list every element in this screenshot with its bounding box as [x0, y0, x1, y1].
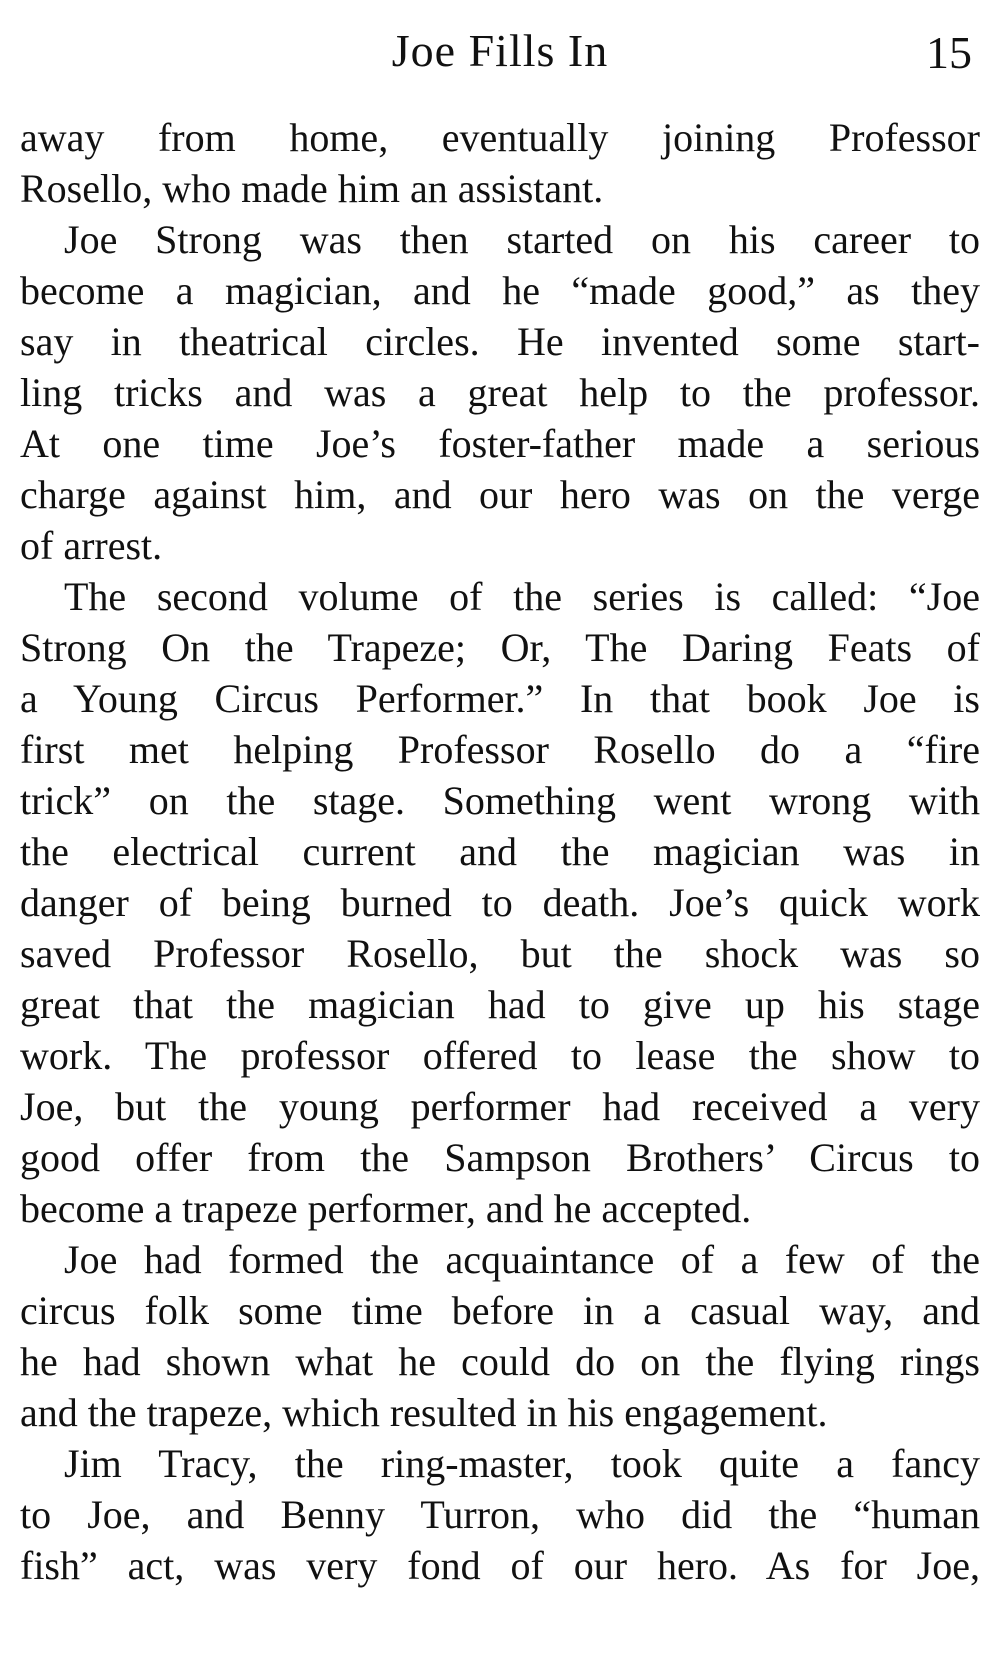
- running-title: Joe Fills In: [391, 25, 609, 76]
- text-line: charge against him, and our hero was on the verge: [20, 472, 980, 517]
- text-line: Joe Strong was then started on his career to: [64, 217, 980, 262]
- text-line: The second volume of the series is called: “Joe: [64, 574, 980, 619]
- text-line: Rosello, who made him an assistant.: [20, 166, 604, 211]
- text-line: first met helping Professor Rosello do a “fire: [20, 727, 980, 772]
- text-line: Strong On the Trapeze; Or, The Daring Feats of: [20, 625, 980, 670]
- text-line: become a magician, and he “made good,” as they: [20, 268, 980, 313]
- text-line: good offer from the Sampson Brothers’ Circus to: [20, 1135, 980, 1180]
- page-number: 15: [926, 27, 972, 78]
- text-line: Joe had formed the acquaintance of a few of the: [64, 1237, 980, 1282]
- text-line: fish” act, was very fond of our hero. As for Joe,: [20, 1543, 980, 1588]
- text-line: Joe, but the young performer had received a very: [20, 1084, 980, 1129]
- text-line: and the trapeze, which resulted in his engagement.: [20, 1390, 828, 1435]
- text-line: a Young Circus Performer.” In that book Joe is: [20, 676, 980, 721]
- text-line: ling tricks and was a great help to the professor.: [20, 370, 980, 415]
- text-line: away from home, eventually joining Professor: [20, 115, 980, 160]
- running-head: [20, 16, 980, 86]
- text-line: of arrest.: [20, 523, 163, 568]
- text-line: work. The professor offered to lease the show to: [20, 1033, 980, 1078]
- text-line: At one time Joe’s foster-father made a serious: [20, 421, 980, 466]
- text-line: he had shown what he could do on the flying rings: [20, 1339, 980, 1384]
- text-line: circus folk some time before in a casual way, and: [20, 1288, 980, 1333]
- text-line: the electrical current and the magician was in: [20, 829, 980, 874]
- text-line: trick” on the stage. Something went wrong with: [20, 778, 980, 823]
- text-line: become a trapeze performer, and he accepted.: [20, 1186, 752, 1231]
- text-line: danger of being burned to death. Joe’s quick work: [20, 880, 980, 925]
- text-line: Jim Tracy, the ring-master, took quite a fancy: [64, 1441, 980, 1486]
- text-line: say in theatrical circles. He invented some start-: [20, 319, 980, 364]
- text-line: great that the magician had to give up his stage: [20, 982, 980, 1027]
- text-line: saved Professor Rosello, but the shock was so: [20, 931, 980, 976]
- text-line: to Joe, and Benny Turron, who did the “human: [20, 1492, 980, 1537]
- body-text: [20, 112, 980, 1591]
